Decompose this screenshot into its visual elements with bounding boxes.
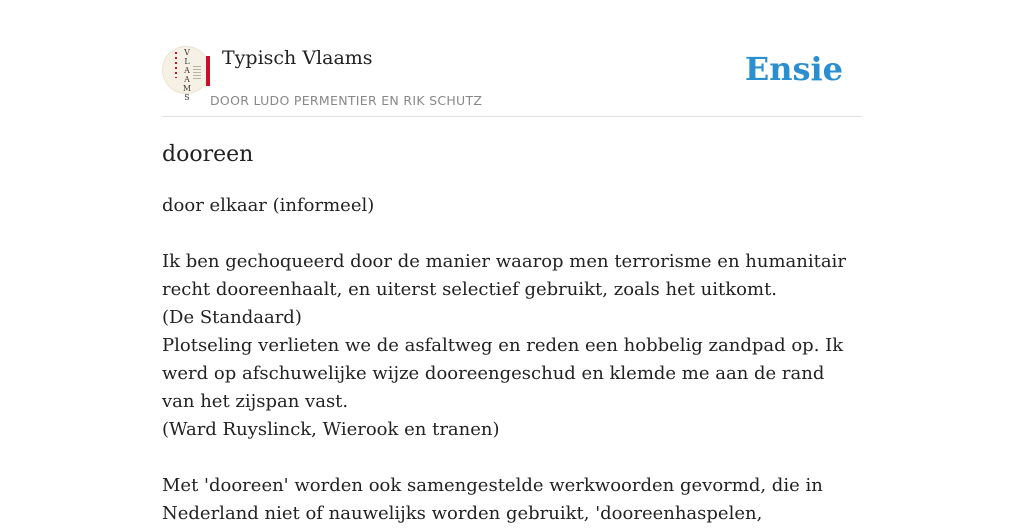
- example-source: (De Standaard): [162, 307, 302, 328]
- blog-title[interactable]: Typisch Vlaams: [222, 47, 373, 69]
- logo-red-edge: [206, 56, 210, 86]
- logo-text-mark: [193, 66, 201, 80]
- entry-body: [162, 192, 862, 528]
- blog-logo[interactable]: [162, 46, 210, 102]
- blog-authors: DOOR LUDO PERMENTIER EN RIK SCHUTZ: [210, 93, 483, 108]
- entry-definition: door elkaar (informeel): [162, 195, 375, 216]
- example-source: (Ward Ruyslinck, Wierook en tranen): [162, 419, 500, 440]
- logo-lettering: V L A A M S: [182, 48, 192, 102]
- entry-note: Met 'dooreen' worden ook samengestelde werkwoorden gevormd, die in Nederland niet of nauwelijks worden gebruikt, 'dooreenhaspelen,: [162, 475, 823, 524]
- logo-red-mark: [175, 52, 177, 78]
- entry-word-title: dooreen: [162, 142, 254, 167]
- paragraph-spacer: [162, 444, 862, 472]
- ensie-brand-link[interactable]: Ensie: [744, 50, 843, 88]
- example-quote: Ik ben gechoqueerd door de manier waarop men terrorisme en humanitair recht dooreenhaalt, en uiterst selectief gebruikt, zoals het uitkomt.: [162, 251, 846, 300]
- paragraph-spacer: [162, 220, 862, 248]
- blog-header: [162, 46, 862, 117]
- example-quote: Plotseling verlieten we de asfaltweg en reden een hobbelig zandpad op. Ik werd op afschuwelijke wijze dooreengeschud en klemde me aan de rand van het zijspan vast.: [162, 335, 844, 412]
